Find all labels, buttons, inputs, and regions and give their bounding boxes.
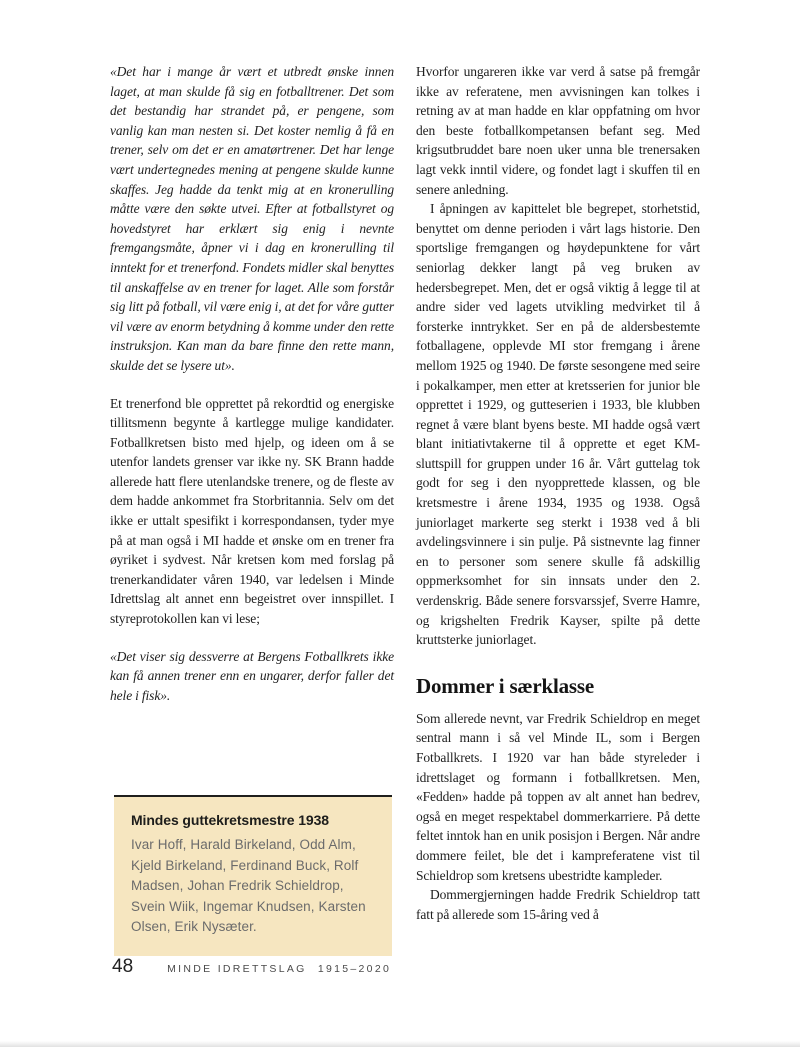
- infobox-names-list: Ivar Hoff, Harald Birkeland, Odd Alm, Kjeld Birkeland, Ferdinand Buck, Rolf Madsen, Johan Fredrik Schieldrop, Svein Wiik, Ingemar Knudsen, Karsten Olsen, Erik Nysæter.: [131, 837, 366, 934]
- footer-running-title: [167, 963, 391, 975]
- body-paragraph-trenerfond: Et trenerfond ble opprettet på rekordtid og energiske tillitsmenn begynte å kartlegge mulige kandidater. Fotballkretsen bisto med hjelp, og ideen om å se utenfor landets grenser var ikke ny. SK Brann hadde allerede hatt flere utenlandske trenere, og de fleste av dem hadde ankommet fra Storbritannia. Selv om det ikke er uttalt spesifikt i korrespondansen, tyder mye på at man også i MI hadde et ønske om en trener fra øyriket i sydvest. Når kretsen kom med forslag på trenerkandidater våren 1940, var ledelsen i Minde Idrettslag alt annet enn begeistret over innspillet. I styreprotokollen kan vi lese;: [110, 395, 394, 627]
- body-paragraph-storhetstid: I åpningen av kapittelet ble begrepet, storhetstid, benyttet om denne perioden i vårt lags historie. Den sportslige fremgangen og høydepunktene for vårt seniorlag dekker langt på veg bruken av hedersbegrepet. Men, det er også viktig å legge til at andre sider ved lagets utvikling medvirket til å forsterke inntrykket. Ser en på de aldersbestemte fotballagene, opplevde MI stor fremgang i årene mellom 1925 og 1940. De første sesongene med seire i pokalkamper, men etter at kretsserien for junior ble opprettet i 1929, og gutteserien i 1933, ble klubben regnet å være blant byens beste. MI hadde også vært blant initiativtakerne til å opprette et eget KM-sluttspill for gruppen under 16 år. Vårt guttelag tok godt for seg i den nyopprettede klassen, og ble kretsmestre i årene 1934, 1935 og 1938. Også juniorlaget markerte seg sterkt i 1938 ved å bli avdelingsvinnere i sin pulje. På sistnevnte lag finner en to personer som senere skulle få adskillig oppmerksomhet for sin innsats under den 2. verdenskrig. Både senere forsvarssjef, Sverre Hamre, og krigshelten Fredrik Kayser, spilte på dette kruttsterke juniorlaget.: [416, 201, 700, 648]
- body-paragraph-ungareren: Hvorfor ungareren ikke var verd å satse på fremgår ikke av referatene, men avvisningen kan tolkes i retning av at man hadde en klar oppfatning om hvor den beste fotballkompetansen befant seg. Med krigsutbruddet bare noen uker unna ble trenersaken lagt vekk inntil videre, og fondet lagt i skuffen til en senere anledning.: [416, 64, 700, 197]
- page-footer: [112, 956, 391, 978]
- footer-years: 1915–2020: [317, 963, 392, 975]
- infobox-guttekretsmestre: [114, 795, 392, 956]
- infobox-title: Mindes guttekretsmestre 1938: [131, 812, 329, 828]
- footer-club-name: MINDE IDRETTSLAG: [167, 963, 307, 975]
- page-number: 48: [112, 956, 134, 977]
- body-paragraph-schieldrop: Som allerede nevnt, var Fredrik Schieldrop en meget sentral mann i så vel Minde IL, som i Bergen Fotballkrets. I 1920 var han både styreleder i idrettslaget og formann i fotballkretsen. Men, «Fedden» hadde på toppen av alt annet han bedrev, også en meget respektabel dommerkarriere. På dette feltet inntok han en unik posisjon i Bergen. Når andre dommere feilet, ble det i kampreferatene vist til Schieldrop som kretsens ubestridte kampleder.: [416, 710, 700, 883]
- right-column: [416, 62, 700, 942]
- body-paragraph-dommergjerningen: Dommergjerningen hadde Fredrik Schieldrop tatt fatt på allerede som 15-åring ved å: [416, 887, 700, 922]
- left-column: [110, 62, 394, 942]
- quote-paragraph-ungarer: «Det viser sig dessverre at Bergens Fotballkrets ikke kan få annen trener enn en ungarer, derfor faller det hele i fisk».: [110, 648, 394, 703]
- quote-paragraph-trenerfond: «Det har i mange år vært et utbredt ønske innen laget, at man skulde få sig en fotballtrener. Det som det bestandig har strandet på, er pengene, som vanlig kan man nesten si. Det koster nemlig å få en trener, selv om det er en amatørtrener. Det har lenge vært undertegnedes mening at pengene skulde kunne skaffes. Jeg hadde da tenkt mig at en kronerulling måtte være den søkte utvei. Efter at fotballstyret og hovedstyret har erklært sig enig i nevnte fremgangsmåte, åpner vi i dag en kronerulling til inntekt for et trenerfond. Fondets midler skal benyttes til anskaffelse av en trener for laget. Alle som forstår sig litt på fotball, vil være enig i, at det for våre gutter vil være av enorm betydning å komme under den rette instruksjon. Kan man da bare finne den rette mann, skulde det se lysere ut».: [110, 64, 394, 373]
- section-heading-dommer: Dommer i særklasse: [416, 673, 594, 698]
- page-bottom-edge-shadow: [0, 1041, 800, 1047]
- two-column-text-layout: [110, 62, 700, 942]
